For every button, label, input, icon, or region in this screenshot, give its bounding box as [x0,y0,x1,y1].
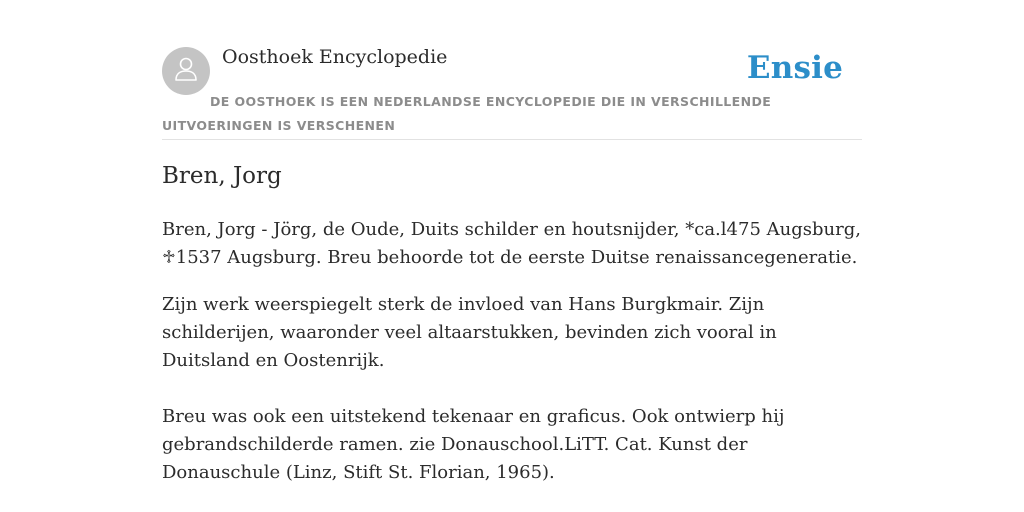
page-container [162,0,862,483]
site-header [162,0,862,140]
site-tagline: DE OOSTHOEK IS EEN NEDERLANDSE ENCYCLOPEDIE DIE IN VERSCHILLENDE UITVOERINGEN IS VERSCHENEN [162,94,772,133]
site-name[interactable]: Oosthoek Encyclopedie [222,46,448,68]
avatar[interactable] [162,47,210,95]
article-paragraph: Breu was ook een uitstekend tekenaar en graficus. Ook ontwierp hij gebrandschilderde ramen. zie Donauschool.LiTT. Cat. Kunst der Donauschule (Linz, Stift St. Florian, 1965). [162,406,785,483]
article-paragraph: Bren, Jorg - Jörg, de Oude, Duits schilder en houtsnijder, *ca.l475 Augsburg, ♱1537 Augsburg. Breu behoorde tot de eerste Duitse renaissancegeneratie. [162,219,861,268]
user-icon [171,54,201,88]
ensie-logo[interactable]: Ensie [746,50,843,86]
article-paragraph: Zijn werk weerspiegelt sterk de invloed van Hans Burgkmair. Zijn schilderijen, waaronder veel altaarstukken, bevinden zich vooral in Duitsland en Oostenrijk. [162,294,777,371]
article-body [162,216,862,487]
article-title: Bren, Jorg [162,163,282,189]
